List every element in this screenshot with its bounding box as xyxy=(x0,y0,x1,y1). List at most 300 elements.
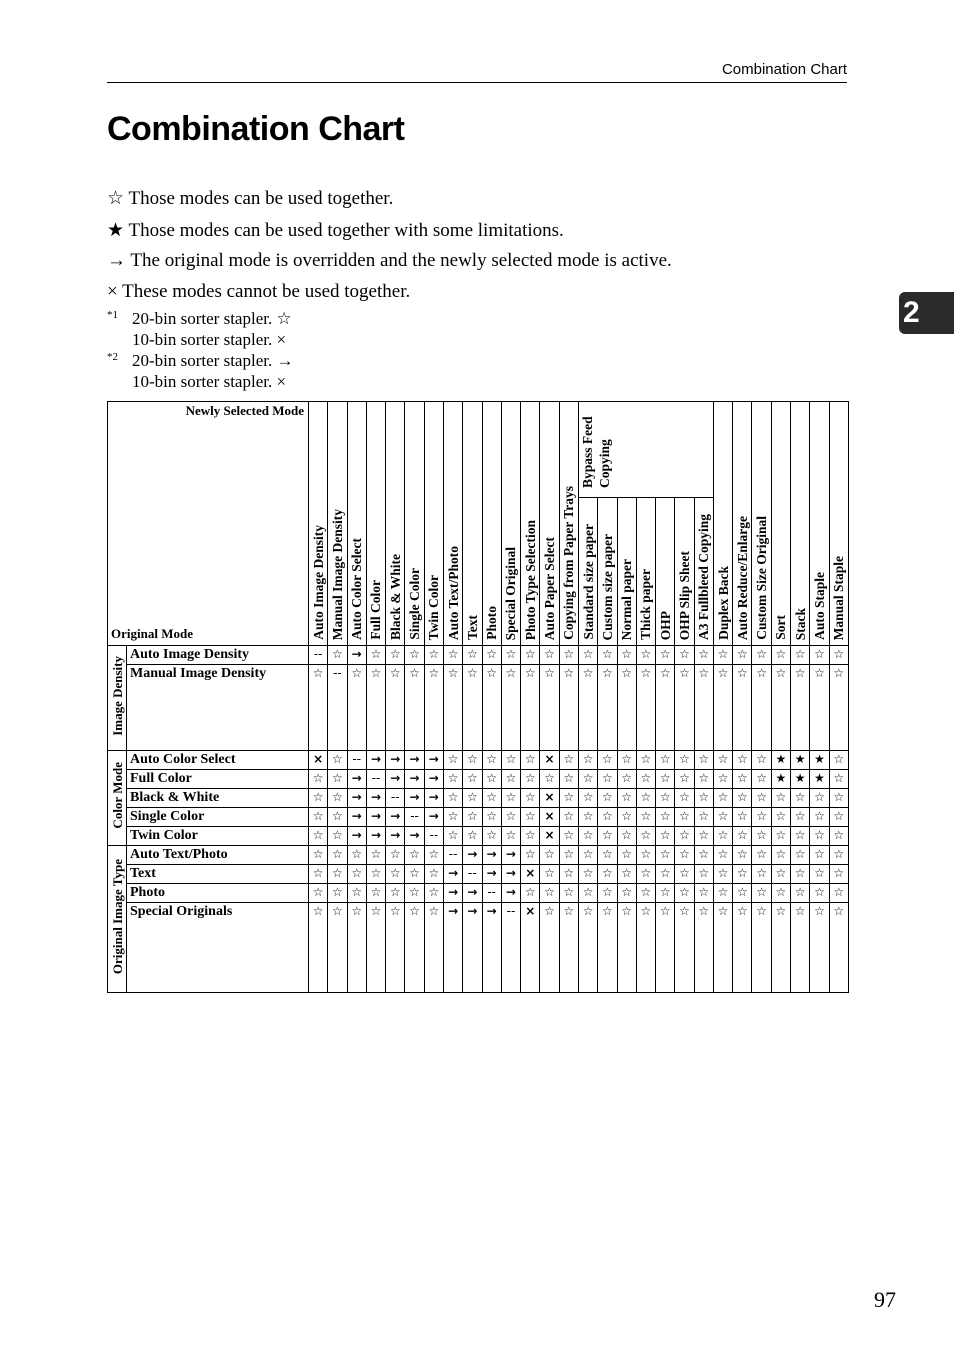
row-label: Auto Color Select xyxy=(127,751,309,770)
table-cell: ☆ xyxy=(636,770,655,789)
table-cell: ☆ xyxy=(482,646,501,665)
table-cell: ☆ xyxy=(482,827,501,846)
column-header xyxy=(771,402,790,646)
table-cell: ☆ xyxy=(482,770,501,789)
row-label: Photo xyxy=(127,884,309,903)
row-label: Auto Image Density xyxy=(127,646,309,665)
table-cell: ☆ xyxy=(463,665,482,751)
table-cell: -- xyxy=(501,903,520,993)
table-cell: ☆ xyxy=(791,646,810,665)
table-cell: ☆ xyxy=(578,827,597,846)
table-cell: ☆ xyxy=(463,770,482,789)
table-cell: → xyxy=(443,903,462,993)
table-cell: ☆ xyxy=(405,865,424,884)
table-cell: → xyxy=(424,751,443,770)
table-cell: ☆ xyxy=(713,808,732,827)
table-cell: ☆ xyxy=(713,846,732,865)
table-cell: ☆ xyxy=(791,884,810,903)
table-cell: ☆ xyxy=(733,789,752,808)
table-cell: ☆ xyxy=(366,646,385,665)
table-cell: ☆ xyxy=(463,789,482,808)
column-header xyxy=(559,402,578,646)
table-cell: ☆ xyxy=(771,646,790,665)
table-cell: ☆ xyxy=(675,770,694,789)
table-cell: ☆ xyxy=(675,789,694,808)
table-cell: ☆ xyxy=(309,827,328,846)
table-cell: ☆ xyxy=(424,865,443,884)
table-cell: ☆ xyxy=(829,770,848,789)
table-cell: -- xyxy=(443,846,462,865)
table-cell: → xyxy=(443,865,462,884)
table-cell: ☆ xyxy=(617,827,636,846)
table-cell: ☆ xyxy=(521,808,540,827)
table-cell: → xyxy=(366,789,385,808)
table-cell: × xyxy=(540,808,559,827)
table-cell: → xyxy=(386,770,405,789)
table-cell: ☆ xyxy=(366,846,385,865)
table-cell: ☆ xyxy=(328,846,347,865)
table-cell: ☆ xyxy=(713,751,732,770)
table-cell: ☆ xyxy=(791,665,810,751)
table-cell: ☆ xyxy=(443,827,462,846)
header-text: Sort xyxy=(773,615,789,640)
table-cell: -- xyxy=(309,646,328,665)
page-number: 97 xyxy=(874,1287,896,1312)
table-cell: ☆ xyxy=(559,865,578,884)
table-cell: ☆ xyxy=(328,865,347,884)
table-cell: ☆ xyxy=(598,846,617,865)
column-header xyxy=(675,498,694,646)
table-cell: ☆ xyxy=(656,865,675,884)
table-cell: ☆ xyxy=(521,827,540,846)
table-cell: ☆ xyxy=(328,770,347,789)
table-cell: ☆ xyxy=(617,751,636,770)
table-cell: ☆ xyxy=(366,665,385,751)
table-cell: ☆ xyxy=(791,789,810,808)
table-cell: → xyxy=(366,751,385,770)
table-cell: -- xyxy=(424,827,443,846)
corner-cell xyxy=(108,402,309,646)
header-text: Auto Staple xyxy=(811,572,827,640)
table-cell: → xyxy=(405,751,424,770)
table-cell: ☆ xyxy=(771,846,790,865)
table-cell: ☆ xyxy=(540,665,559,751)
table-cell: ☆ xyxy=(482,808,501,827)
row-label: Single Color xyxy=(127,808,309,827)
header-text: Auto Image Density xyxy=(310,525,326,640)
table-cell: ☆ xyxy=(598,665,617,751)
footnote-mark-1: *1 xyxy=(107,309,118,321)
row-group-label xyxy=(108,751,127,846)
table-cell: ☆ xyxy=(501,789,520,808)
table-cell: -- xyxy=(386,789,405,808)
table-cell: ☆ xyxy=(713,646,732,665)
table-cell: ☆ xyxy=(578,903,597,993)
table-cell: ☆ xyxy=(656,789,675,808)
table-cell: ☆ xyxy=(656,770,675,789)
table-cell: ☆ xyxy=(347,865,366,884)
table-cell: ☆ xyxy=(366,884,385,903)
header-text: Copying from Paper Trays xyxy=(561,486,577,640)
table-cell: ☆ xyxy=(752,770,771,789)
footnote-2-line-2: 10-bin sorter stapler. × xyxy=(132,372,287,391)
table-cell: ☆ xyxy=(791,903,810,993)
table-cell: ☆ xyxy=(347,884,366,903)
row-group-label xyxy=(108,846,127,993)
table-cell: ☆ xyxy=(617,770,636,789)
table-cell: ☆ xyxy=(810,903,829,993)
table-cell: ☆ xyxy=(713,665,732,751)
table-cell: ☆ xyxy=(386,665,405,751)
table-cell: → xyxy=(347,808,366,827)
table-cell: ☆ xyxy=(694,751,713,770)
table-cell: ☆ xyxy=(463,646,482,665)
table-cell: ☆ xyxy=(501,827,520,846)
footnote-1-line-2: 10-bin sorter stapler. × xyxy=(132,330,287,349)
column-header xyxy=(443,402,462,646)
table-cell: ☆ xyxy=(675,665,694,751)
table-cell: ☆ xyxy=(636,865,655,884)
table-cell: ☆ xyxy=(443,646,462,665)
header-text: Bypass Feed Copying xyxy=(579,416,612,488)
table-cell: ☆ xyxy=(733,770,752,789)
header-text: Color Mode xyxy=(109,762,125,829)
table-cell: ☆ xyxy=(617,646,636,665)
header-text: Auto Text/Photo xyxy=(445,545,461,640)
table-cell: ☆ xyxy=(694,903,713,993)
legend-item-override: → The original mode is overridden and the newly selected mode is active. xyxy=(107,250,672,271)
column-header xyxy=(347,402,366,646)
table-cell: ☆ xyxy=(733,827,752,846)
table-cell: ☆ xyxy=(501,770,520,789)
column-header xyxy=(386,402,405,646)
table-cell: ☆ xyxy=(598,751,617,770)
table-cell: ☆ xyxy=(752,865,771,884)
table-cell: ☆ xyxy=(578,865,597,884)
table-cell: ☆ xyxy=(791,846,810,865)
table-cell: ☆ xyxy=(713,770,732,789)
table-cell: ☆ xyxy=(771,789,790,808)
table-cell: ☆ xyxy=(636,808,655,827)
table-row xyxy=(108,665,849,751)
table-cell: → xyxy=(443,884,462,903)
header-text: Special Original xyxy=(503,546,519,640)
column-header xyxy=(309,402,328,646)
table-cell: × xyxy=(309,751,328,770)
table-cell: ☆ xyxy=(559,884,578,903)
table-cell: → xyxy=(463,884,482,903)
table-cell: ☆ xyxy=(578,751,597,770)
table-cell: ☆ xyxy=(733,646,752,665)
table-cell: ☆ xyxy=(694,846,713,865)
table-cell: ☆ xyxy=(656,665,675,751)
table-cell: → xyxy=(386,827,405,846)
table-cell: ☆ xyxy=(675,846,694,865)
table-cell: ☆ xyxy=(694,865,713,884)
table-cell: → xyxy=(386,808,405,827)
table-cell: ☆ xyxy=(617,865,636,884)
table-cell: ☆ xyxy=(656,903,675,993)
table-cell: ☆ xyxy=(521,846,540,865)
table-cell: ☆ xyxy=(694,884,713,903)
table-cell: ☆ xyxy=(559,770,578,789)
table-cell: ☆ xyxy=(656,827,675,846)
table-cell: ☆ xyxy=(501,808,520,827)
row-label: Manual Image Density xyxy=(127,665,309,751)
column-header xyxy=(713,402,732,646)
table-cell: ★ xyxy=(791,770,810,789)
table-cell: ☆ xyxy=(328,646,347,665)
table-cell: → xyxy=(463,903,482,993)
table-cell: ☆ xyxy=(443,789,462,808)
row-label: Special Originals xyxy=(127,903,309,993)
table-cell: → xyxy=(405,827,424,846)
table-cell: ☆ xyxy=(578,789,597,808)
table-cell: ☆ xyxy=(443,808,462,827)
column-header xyxy=(405,402,424,646)
table-cell: ☆ xyxy=(540,646,559,665)
column-header xyxy=(540,402,559,646)
table-cell: ☆ xyxy=(752,846,771,865)
table-cell: ☆ xyxy=(656,808,675,827)
table-cell: ☆ xyxy=(752,884,771,903)
column-header xyxy=(733,402,752,646)
header-text: Single Color xyxy=(407,568,423,640)
table-cell: → xyxy=(347,646,366,665)
table-cell: ☆ xyxy=(501,665,520,751)
table-cell: ☆ xyxy=(752,808,771,827)
column-header xyxy=(656,498,675,646)
table-row xyxy=(108,903,849,993)
table-cell: ☆ xyxy=(366,903,385,993)
table-cell: ☆ xyxy=(309,808,328,827)
table-cell: ☆ xyxy=(675,646,694,665)
header-text: Custom Size Original xyxy=(754,516,770,640)
table-cell: ☆ xyxy=(791,865,810,884)
table-cell: ☆ xyxy=(559,646,578,665)
table-cell: ☆ xyxy=(713,827,732,846)
table-cell: ☆ xyxy=(559,751,578,770)
table-cell: ☆ xyxy=(443,665,462,751)
table-cell: × xyxy=(540,827,559,846)
table-cell: ☆ xyxy=(578,665,597,751)
footnote-mark-2: *2 xyxy=(107,351,118,363)
table-cell: ☆ xyxy=(328,884,347,903)
chapter-tab: 2 xyxy=(899,292,954,334)
row-label: Auto Text/Photo xyxy=(127,846,309,865)
table-cell: ☆ xyxy=(598,827,617,846)
table-cell: ☆ xyxy=(309,846,328,865)
header-text: Auto Color Select xyxy=(349,538,365,640)
row-label: Text xyxy=(127,865,309,884)
table-cell: → xyxy=(386,751,405,770)
table-cell: ☆ xyxy=(424,846,443,865)
table-cell: ☆ xyxy=(713,884,732,903)
row-group-label xyxy=(108,646,127,751)
table-cell: → xyxy=(347,789,366,808)
table-cell: → xyxy=(405,789,424,808)
table-cell: ☆ xyxy=(733,846,752,865)
table-cell: ☆ xyxy=(636,903,655,993)
row-label: Black & White xyxy=(127,789,309,808)
header-text: Photo xyxy=(484,606,500,640)
column-header xyxy=(578,498,597,646)
table-cell: ☆ xyxy=(656,646,675,665)
table-cell: ☆ xyxy=(810,827,829,846)
table-cell: ☆ xyxy=(675,865,694,884)
table-cell: ☆ xyxy=(482,665,501,751)
legend-item-together: ☆ Those modes can be used together. xyxy=(107,188,394,209)
table-cell: ★ xyxy=(810,770,829,789)
table-cell: ☆ xyxy=(617,665,636,751)
table-cell: ★ xyxy=(771,770,790,789)
table-cell: ☆ xyxy=(578,808,597,827)
table-cell: ★ xyxy=(810,751,829,770)
header-rule xyxy=(107,82,847,83)
footnote-2-line-1: 20-bin sorter stapler. → xyxy=(132,351,294,370)
table-cell: → xyxy=(482,846,501,865)
table-cell: ☆ xyxy=(752,665,771,751)
table-cell: ☆ xyxy=(810,808,829,827)
legend-item-incompatible: × These modes cannot be used together. xyxy=(107,281,411,302)
table-cell: → xyxy=(482,865,501,884)
table-cell: ☆ xyxy=(424,646,443,665)
table-cell: × xyxy=(521,903,540,993)
table-cell: ☆ xyxy=(328,808,347,827)
header-text: Text xyxy=(464,614,480,640)
table-cell: ☆ xyxy=(328,751,347,770)
table-cell: ☆ xyxy=(675,884,694,903)
table-cell: ☆ xyxy=(463,827,482,846)
table-cell: ☆ xyxy=(713,865,732,884)
header-text: Manual Image Density xyxy=(329,508,345,640)
table-cell: ☆ xyxy=(675,903,694,993)
table-cell: ☆ xyxy=(386,846,405,865)
table-cell: ☆ xyxy=(559,665,578,751)
header-text: Duplex Back xyxy=(715,566,731,640)
table-cell: ☆ xyxy=(636,789,655,808)
table-cell: ☆ xyxy=(636,646,655,665)
table-cell: ☆ xyxy=(829,751,848,770)
table-cell: ☆ xyxy=(424,665,443,751)
header-text: Manual Staple xyxy=(831,555,847,640)
table-cell: → xyxy=(405,770,424,789)
table-row xyxy=(108,846,849,865)
column-header xyxy=(791,402,810,646)
header-text: Custom size paper xyxy=(599,533,615,640)
header-text: Standard size paper xyxy=(580,524,596,640)
table-cell: ☆ xyxy=(771,865,790,884)
table-cell: ☆ xyxy=(559,846,578,865)
table-cell: ★ xyxy=(791,751,810,770)
table-cell: ☆ xyxy=(675,827,694,846)
combination-table xyxy=(107,401,849,993)
table-cell: ☆ xyxy=(810,789,829,808)
header-text: OHP Slip Sheet xyxy=(676,550,692,640)
column-header xyxy=(752,402,771,646)
table-cell: ☆ xyxy=(694,789,713,808)
table-cell: ☆ xyxy=(405,884,424,903)
table-cell: ☆ xyxy=(386,646,405,665)
table-cell: ☆ xyxy=(617,884,636,903)
column-header xyxy=(424,402,443,646)
table-cell: ☆ xyxy=(405,846,424,865)
combination-chart xyxy=(107,401,848,1005)
table-cell: ☆ xyxy=(656,846,675,865)
footnote-1-line-1: 20-bin sorter stapler. ☆ xyxy=(132,309,292,328)
row-label: Full Color xyxy=(127,770,309,789)
row-label: Twin Color xyxy=(127,827,309,846)
table-cell: ☆ xyxy=(791,827,810,846)
table-cell: ☆ xyxy=(521,884,540,903)
column-header xyxy=(328,402,347,646)
table-cell: ☆ xyxy=(733,665,752,751)
table-cell: ☆ xyxy=(559,808,578,827)
table-cell: ☆ xyxy=(829,646,848,665)
table-cell: ☆ xyxy=(752,789,771,808)
running-header: Combination Chart xyxy=(721,61,847,78)
table-cell: ☆ xyxy=(598,903,617,993)
table-cell: ☆ xyxy=(752,751,771,770)
column-header xyxy=(598,498,617,646)
table-cell: → xyxy=(424,770,443,789)
table-row xyxy=(108,789,849,808)
table-cell: ☆ xyxy=(405,665,424,751)
table-cell: → xyxy=(366,808,385,827)
table-cell: ☆ xyxy=(829,884,848,903)
table-cell: ☆ xyxy=(694,770,713,789)
column-group-bypass-feed xyxy=(578,402,713,498)
table-cell: ☆ xyxy=(810,884,829,903)
table-cell: ☆ xyxy=(347,903,366,993)
table-cell: ☆ xyxy=(405,646,424,665)
table-cell: ☆ xyxy=(309,865,328,884)
column-header xyxy=(463,402,482,646)
table-cell: ☆ xyxy=(694,646,713,665)
table-cell: ☆ xyxy=(829,789,848,808)
table-cell: → xyxy=(463,846,482,865)
column-header xyxy=(829,402,848,646)
table-cell: ☆ xyxy=(598,865,617,884)
table-row xyxy=(108,646,849,665)
table-cell: ☆ xyxy=(656,751,675,770)
table-row xyxy=(108,884,849,903)
table-cell: ☆ xyxy=(617,903,636,993)
header-text: Thick paper xyxy=(638,569,654,640)
table-cell: ☆ xyxy=(829,827,848,846)
table-cell: ☆ xyxy=(829,846,848,865)
table-cell: -- xyxy=(366,770,385,789)
header-text: Photo Type Selection xyxy=(522,519,538,640)
table-cell: ☆ xyxy=(578,646,597,665)
table-row xyxy=(108,808,849,827)
table-cell: ☆ xyxy=(636,884,655,903)
table-cell: ☆ xyxy=(713,789,732,808)
table-cell: ☆ xyxy=(540,846,559,865)
table-cell: → xyxy=(424,789,443,808)
column-header xyxy=(482,402,501,646)
header-text: Image Density xyxy=(109,655,125,736)
table-cell: → xyxy=(501,846,520,865)
table-cell: ☆ xyxy=(771,665,790,751)
table-cell: ☆ xyxy=(771,808,790,827)
table-cell: -- xyxy=(463,865,482,884)
table-cell: ☆ xyxy=(675,808,694,827)
column-header xyxy=(636,498,655,646)
table-cell: -- xyxy=(405,808,424,827)
table-cell: ☆ xyxy=(829,865,848,884)
table-cell: ☆ xyxy=(328,827,347,846)
